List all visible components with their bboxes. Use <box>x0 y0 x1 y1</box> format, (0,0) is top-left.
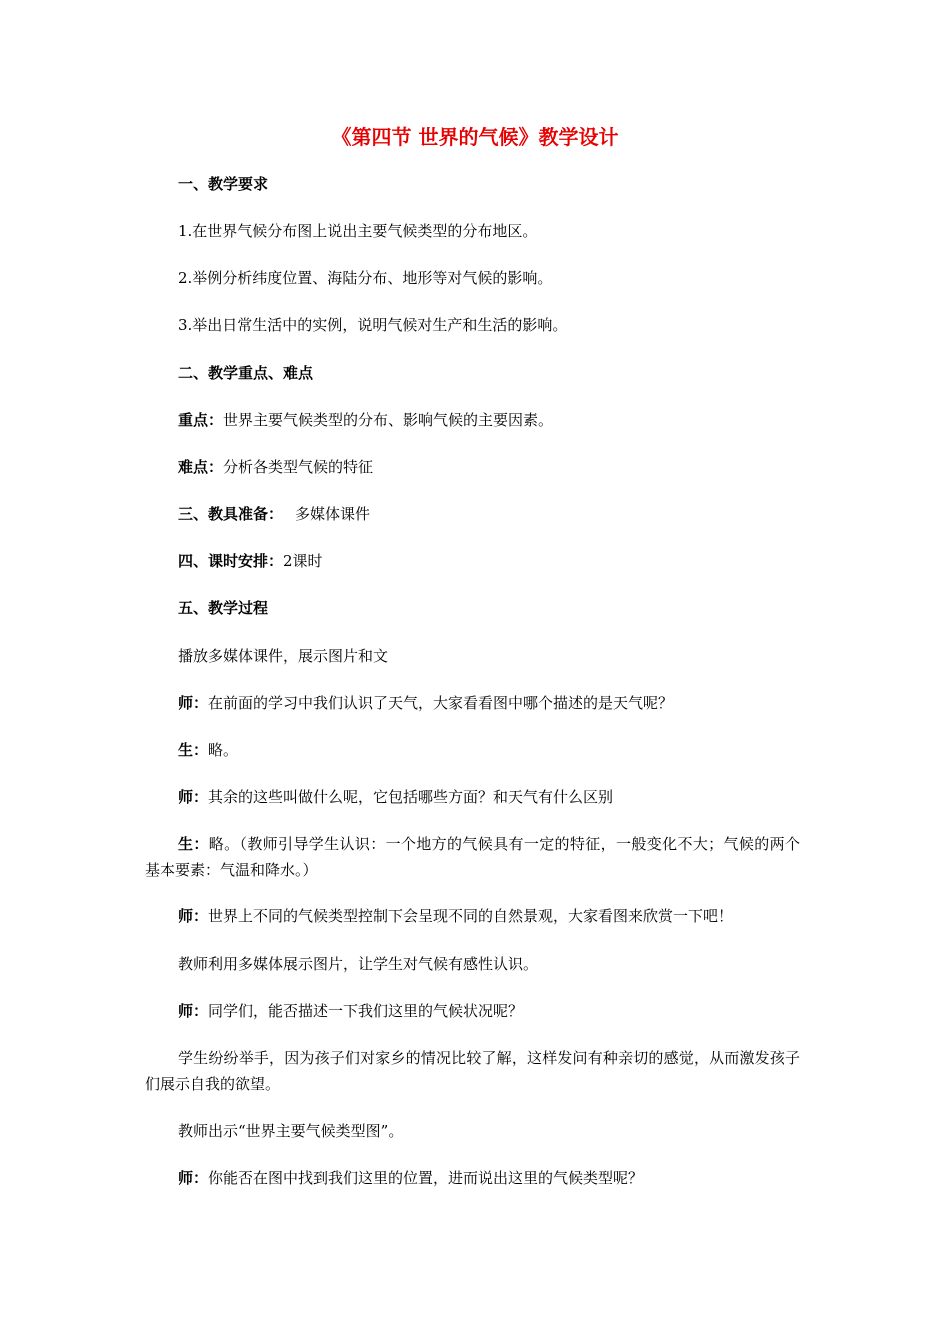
dialogue-text: 略。（教师引导学生认识：一个地方的气候具有一定的特征，一般变化不大；气候的两个基本要素：气温和降水。） <box>145 835 800 879</box>
schedule-text: 2课时 <box>283 552 323 570</box>
teacher-label: 师： <box>178 694 209 712</box>
section-heading-materials: 三、教具准备： <box>178 505 284 523</box>
requirement-item-2: 2.举例分析纬度位置、海陆分布、地形等对气候的影响。 <box>178 269 553 287</box>
key-point-text: 世界主要气候类型的分布、影响气候的主要因素。 <box>223 411 554 429</box>
process-paragraph-1: 播放多媒体课件，展示图片和文 <box>178 647 389 665</box>
dialogue-text: 同学们，能否描述一下我们这里的气候状况呢？ <box>208 1002 524 1020</box>
dialogue-student-1 <box>178 740 238 760</box>
teacher-label: 师： <box>178 788 209 806</box>
student-label: 生： <box>178 741 209 759</box>
dialogue-text: 在前面的学习中我们认识了天气，大家看看图中哪个描述的是天气呢？ <box>208 694 674 712</box>
materials-text: 多媒体课件 <box>295 505 371 523</box>
section-heading-process: 五、教学过程 <box>178 599 269 617</box>
dialogue-teacher-3 <box>178 906 733 926</box>
difficulty-text: 分析各类型气候的特征 <box>223 458 374 476</box>
student-label: 生： <box>178 835 209 853</box>
dialogue-text: 你能否在图中找到我们这里的位置，进而说出这里的气候类型呢？ <box>208 1169 644 1187</box>
key-point-line <box>178 410 553 430</box>
requirement-item-1: 1.在世界气候分布图上说出主要气候类型的分布地区。 <box>178 222 538 240</box>
section-heading-schedule: 四、课时安排： <box>178 552 284 570</box>
teacher-label: 师： <box>178 1169 209 1187</box>
section-heading-key-points: 二、教学重点、难点 <box>178 364 314 382</box>
process-paragraph-4: 教师出示“世界主要气候类型图”。 <box>178 1122 404 1140</box>
dialogue-teacher-2 <box>178 787 613 807</box>
dialogue-teacher-5 <box>178 1168 643 1188</box>
dialogue-text: 略。 <box>208 741 239 759</box>
dialogue-student-2 <box>145 831 800 883</box>
schedule-line <box>178 551 323 571</box>
dialogue-teacher-1 <box>178 693 673 713</box>
document-title: 《第四节 世界的气候》教学设计 <box>331 125 619 149</box>
requirement-item-3: 3.举出日常生活中的实例，说明气候对生产和生活的影响。 <box>178 316 568 334</box>
process-paragraph-3: 学生纷纷举手，因为孩子们对家乡的情况比较了解，这样发问有种亲切的感觉，从而激发孩子们展示自我的欲望。 <box>145 1049 800 1093</box>
dialogue-teacher-4 <box>178 1001 523 1021</box>
key-point-label: 重点： <box>178 411 224 429</box>
difficulty-line <box>178 457 373 477</box>
dialogue-text: 世界上不同的气候类型控制下会呈现不同的自然景观，大家看图来欣赏一下吧！ <box>208 907 734 925</box>
process-paragraph-2: 教师利用多媒体展示图片，让学生对气候有感性认识。 <box>178 955 539 973</box>
teacher-label: 师： <box>178 907 209 925</box>
dialogue-text: 其余的这些叫做什么呢，它包括哪些方面？和天气有什么区别 <box>208 788 614 806</box>
materials-line <box>178 504 370 524</box>
difficulty-label: 难点： <box>178 458 224 476</box>
teacher-label: 师： <box>178 1002 209 1020</box>
section-heading-requirements: 一、教学要求 <box>178 175 269 193</box>
